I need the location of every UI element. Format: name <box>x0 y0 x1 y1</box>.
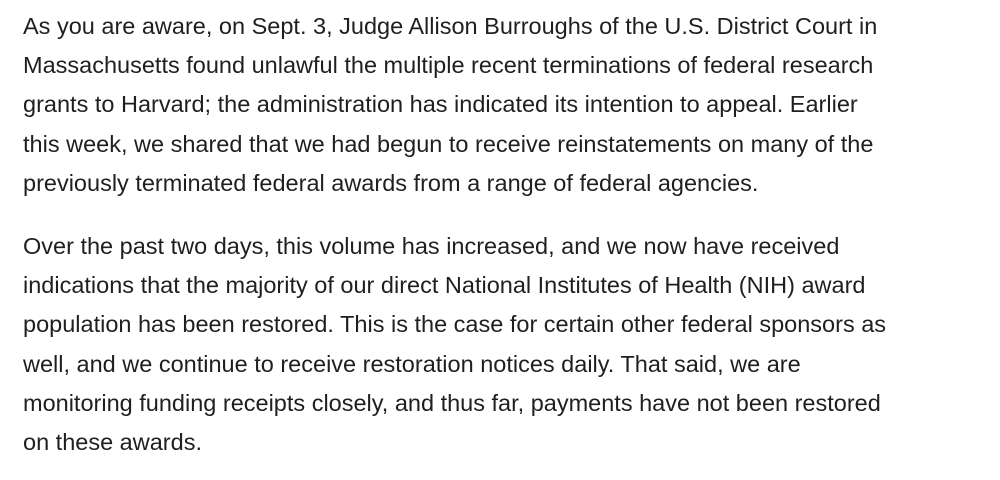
text-line: As you are aware, on Sept. 3, Judge Allison Burroughs of the U.S. District Court in <box>23 13 878 39</box>
text-line: Massachusetts found unlawful the multiple recent terminations of federal research <box>23 52 874 79</box>
text-line: Over the past two days, this volume has increased, and we now have received <box>23 233 840 259</box>
text-line: indications that the majority of our direct National Institutes of Health (NIH) award <box>23 272 866 299</box>
paragraph-restoration-update <box>23 227 886 462</box>
text-line: monitoring funding receipts closely, and thus far, payments have not been restored <box>23 389 881 416</box>
text-line: previously terminated federal awards from a range of federal agencies. <box>23 169 759 196</box>
paragraph-court-ruling <box>23 7 877 203</box>
text-line: population has been restored. This is the case for certain other federal sponsors as <box>23 311 887 338</box>
text-line: this week, we shared that we had begun to receive reinstatements on many of the <box>23 130 874 157</box>
text-line: well, and we continue to receive restoration notices daily. That said, we are <box>23 350 801 377</box>
text-line: on these awards. <box>23 429 202 456</box>
text-line: grants to Harvard; the administration has indicated its intention to appeal. Earlier <box>23 91 858 118</box>
